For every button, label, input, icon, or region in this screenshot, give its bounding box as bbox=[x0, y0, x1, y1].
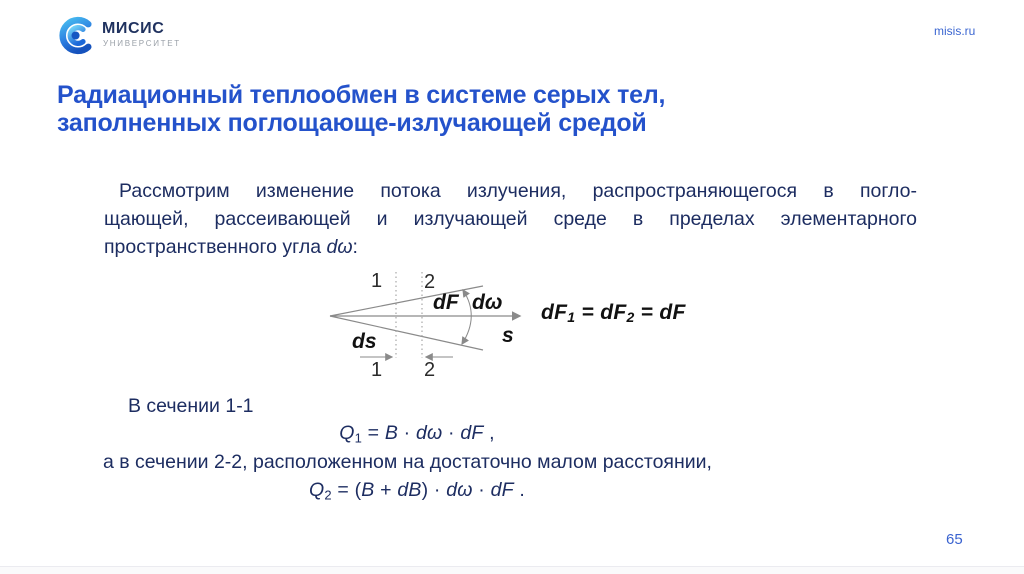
solid-angle-inline-var: dω bbox=[326, 236, 353, 258]
page-number: 65 bbox=[946, 531, 963, 548]
solid-angle-arc bbox=[462, 290, 471, 344]
logo-subtitle-text: УНИВЕРСИТЕТ bbox=[103, 39, 181, 48]
axis-s-label: s bbox=[502, 324, 514, 347]
section-1-bottom-label: 1 bbox=[371, 359, 383, 381]
paragraph-line-2: щающей, рассеивающей и излучающей среде в пределах элементарного bbox=[104, 208, 917, 230]
slide-title bbox=[57, 81, 665, 137]
area-equality-formula: $dF_1 = dF_2$ = dF bbox=[541, 301, 686, 326]
q1-formula: $Q_1 = B \cdot d\omega$ · dF , bbox=[339, 422, 495, 446]
path-ds-label: ds bbox=[352, 330, 377, 353]
ray-cone-diagram bbox=[320, 258, 535, 382]
paragraph-line-3: пространственного угла dω: bbox=[104, 236, 358, 258]
logo-brand-text: МИСИС bbox=[102, 20, 165, 37]
slide-title-line1: Радиационный теплообмен в системе серых тел, bbox=[57, 81, 666, 109]
section2-intro-text: а в сечении 2-2, расположенном на достаточно малом расстоянии, bbox=[103, 451, 712, 473]
solid-angle-domega-label: dω bbox=[472, 291, 503, 314]
section-2-top-label: 2 bbox=[424, 271, 436, 293]
section-1-top-label: 1 bbox=[371, 270, 383, 292]
slide-title-line2: заполненных поглощающе-излучающей средой bbox=[57, 109, 647, 137]
misis-logo-icon bbox=[55, 13, 97, 58]
paragraph-line-1: Рассмотрим изменение потока излучения, распространяющегося в погло- bbox=[119, 180, 917, 202]
q2-formula: $Q_2 = (B + dB) \cdot d\omega$ · dF . bbox=[308, 479, 526, 503]
section-2-bottom-label: 2 bbox=[424, 359, 436, 381]
bottom-divider bbox=[0, 566, 1024, 574]
misis-site-link[interactable]: misis.ru bbox=[934, 24, 976, 38]
section1-intro-text: В сечении 1-1 bbox=[128, 395, 254, 417]
cone-upper-edge-line bbox=[330, 286, 483, 316]
intro-paragraph bbox=[104, 177, 917, 261]
area-df-label: dF bbox=[433, 291, 459, 314]
